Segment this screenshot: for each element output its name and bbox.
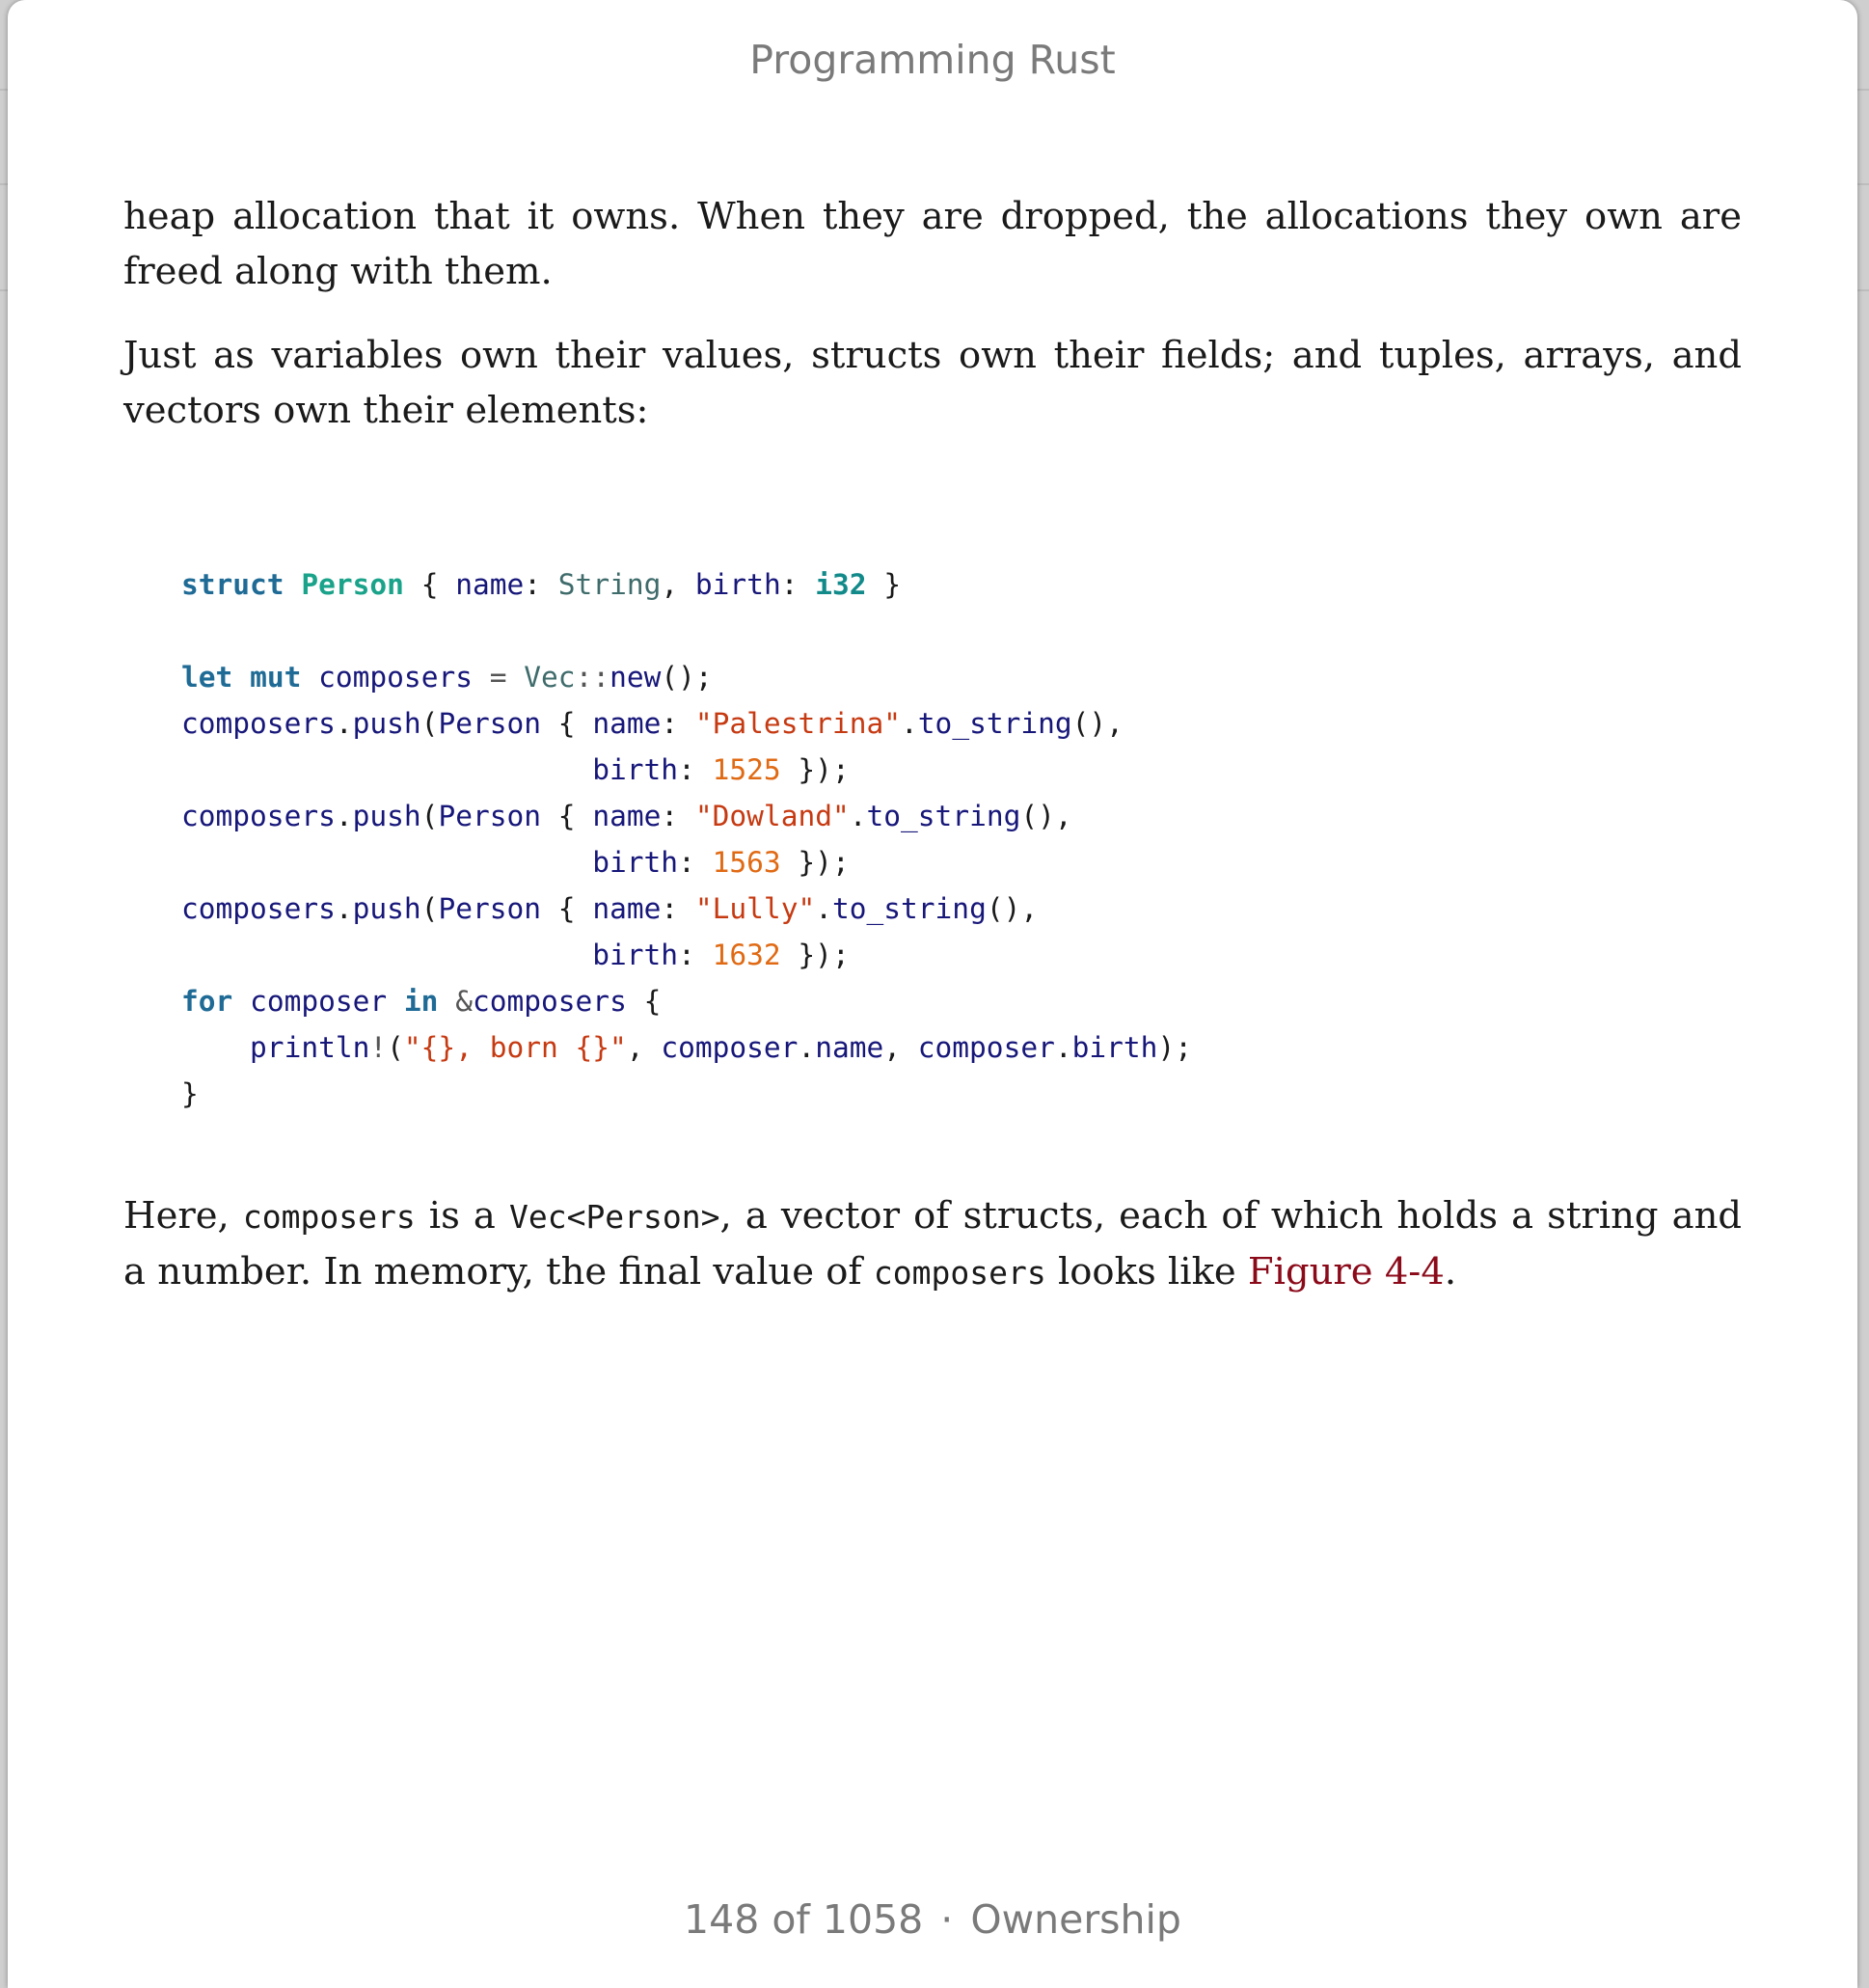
page-text-after-code [123, 1188, 1742, 1329]
para3-text: . [1444, 1250, 1457, 1294]
para3-text: is a [415, 1194, 509, 1238]
code-line-6: composers.push(Person { name: "Dowland".to_string(), [181, 800, 1072, 832]
page-number-current: 148 [684, 1896, 760, 1943]
code-line-5: birth: 1525 }); [592, 753, 850, 786]
figure-4-4-link[interactable]: Figure 4-4 [1247, 1250, 1445, 1294]
para3-text: Here, [123, 1194, 243, 1238]
paragraph-heap-allocation: heap allocation that it owns. When they are dropped, the allocations they own are freed along with them. [123, 195, 1742, 293]
code-line-11: println!("{}, born {}", composer.name, composer.birth); [250, 1031, 1192, 1064]
code-listing [181, 561, 1192, 1117]
code-line-1: struct Person { name: String, birth: i32 } [181, 568, 902, 601]
para3-text: , a vector of structs, each of which holds a string and a number. In memory, the final value of [123, 1194, 1743, 1294]
chapter-name: Ownership [970, 1896, 1181, 1943]
page-number-of: of [772, 1896, 810, 1943]
code-line-10: for composer in &composers { [181, 985, 662, 1018]
code-line-4: composers.push(Person { name: "Palestrina".to_string(), [181, 707, 1124, 740]
code-line-9: birth: 1632 }); [592, 939, 850, 971]
inline-code-vec-person: Vec<Person> [508, 1198, 720, 1236]
inline-code-composers: composers [873, 1254, 1046, 1292]
code-line-12: } [181, 1077, 199, 1110]
para3-text: looks like [1045, 1250, 1248, 1294]
paragraph-composers-vector [123, 1188, 1742, 1300]
code-line-7: birth: 1563 }); [592, 846, 850, 879]
page-number-total: 1058 [822, 1896, 924, 1943]
footer-separator: · [940, 1896, 954, 1943]
inline-code-composers: composers [242, 1198, 416, 1236]
page-text [123, 189, 1742, 467]
page-footer [8, 1896, 1857, 1943]
book-title: Programming Rust [749, 37, 1116, 83]
code-line-8: composers.push(Person { name: "Lully".to_string(), [181, 892, 1039, 925]
code-line-3: let mut composers = Vec::new(); [181, 661, 713, 694]
paragraph-ownership-intro: Just as variables own their values, structs own their fields; and tuples, arrays, and vectors own their elements: [123, 334, 1742, 432]
ebook-reader-page[interactable] [8, 0, 1857, 1988]
